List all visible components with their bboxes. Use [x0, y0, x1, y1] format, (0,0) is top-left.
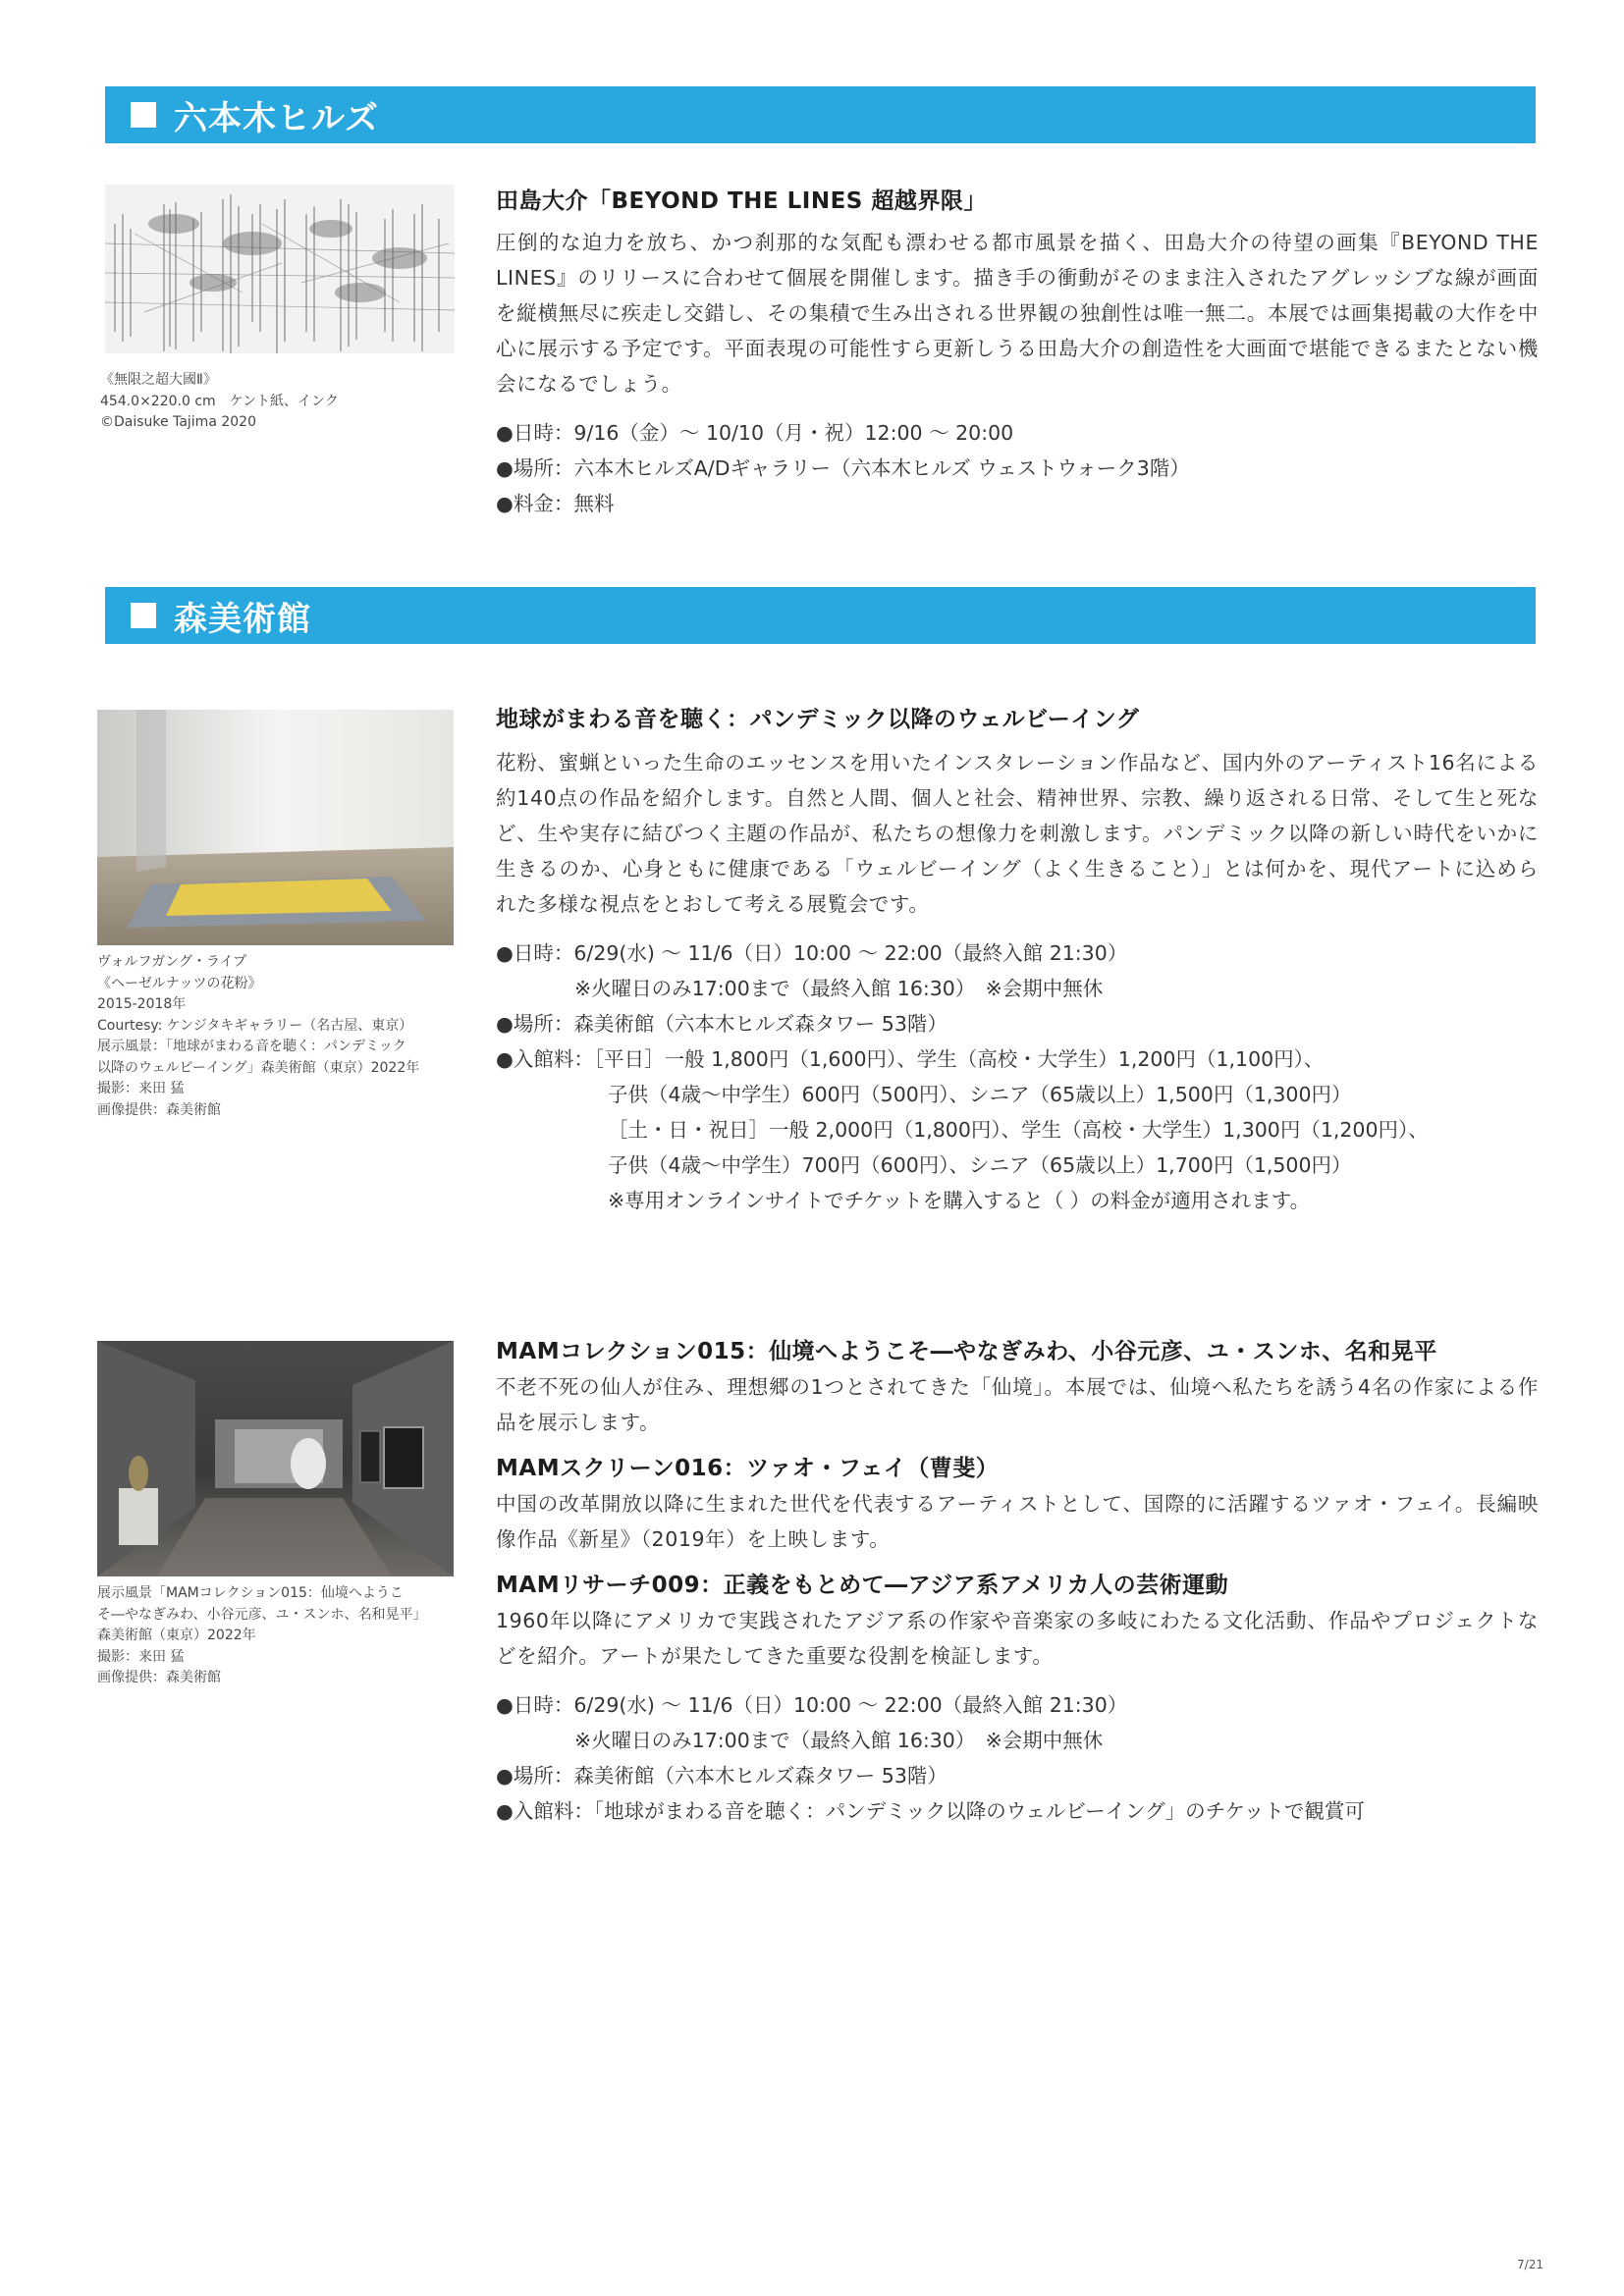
caption-line: 展示風景：「地球がまわる音を聴く：パンデミック: [97, 1039, 406, 1054]
info-date: ●日時：6/29(水) ～ 11/6（日）10:00 ～ 22:00（最終入館 21:30）: [496, 941, 1128, 965]
caption-line: 画像提供：森美術館: [97, 1670, 221, 1685]
exhibit-title: 地球がまわる音を聴く：パンデミック以降のウェルビーイング: [496, 707, 1140, 732]
artwork-caption: [100, 370, 339, 434]
section-title: 森美術館: [174, 599, 311, 639]
exhibit-description: 花粉、蜜蝋といった生命のエッセンスを用いたインスタレーション作品など、国内外のアーティスト16名による約140点の作品を紹介します。自然と人間、個人と社会、精神世界、宗教、繰り返される日常、そして生と死など、生や実存に結びつく主題の作品が、私たちの想像力を刺激します。パンデミック以降の新しい時代をいかに生きるのか、心身ともに健康である「ウェルビーイング（よく生きること）」とは何かを、現代アートに込められた多様な視点をとおして考える展覧会です。: [496, 751, 1539, 916]
square-bullet-icon: [131, 102, 156, 128]
exhibit-info: [496, 415, 1539, 521]
caption-line: 以降のウェルビーイング」森美術館（東京）2022年: [97, 1059, 420, 1076]
exhibit-title-collection: MAMコレクション015：仙境へようこそ―やなぎみわ、小谷元彦、ユ・スンホ、名和晃平: [496, 1339, 1437, 1364]
info-fee-line: ［土・日・祝日］一般 2,000円（1,800円）、学生（高校・大学生）1,300円（1,200円）、: [608, 1118, 1429, 1142]
section-header-roppongi: [105, 86, 1536, 143]
installation-photo-mam-collection: [97, 1341, 454, 1576]
caption-line: 画像提供：森美術館: [97, 1101, 221, 1118]
info-date-note: ※火曜日のみ17:00まで（最終入館 16:30） ※会期中無休: [574, 1729, 1104, 1752]
info-fee-note: ※専用オンラインサイトでチケットを購入すると（ ）の料金が適用されます。: [608, 1189, 1311, 1212]
caption-line: ©Daisuke Tajima 2020: [100, 414, 256, 430]
exhibit-description: 中国の改革開放以降に生まれた世代を代表するアーティストとして、国際的に活躍するツァオ・フェイ。長編映像作品《新星》（2019年）を上映します。: [496, 1492, 1539, 1551]
caption-line: 展示風景「MAMコレクション015：仙境へようこ: [97, 1585, 404, 1601]
exhibit-title-research: MAMリサーチ009：正義をもとめて―アジア系アメリカ人の芸術運動: [496, 1573, 1229, 1598]
caption-line: 《ヘーゼルナッツの花粉》: [97, 975, 262, 991]
roppongi-exhibit: [496, 183, 1539, 521]
mori-exhibit-mam: [496, 1333, 1539, 1829]
info-place: ●場所：森美術館（六本木ヒルズ森タワー 53階）: [496, 1012, 947, 1036]
page-number: 7/21: [1517, 2258, 1543, 2271]
exhibit-description: 圧倒的な迫力を放ち、かつ刹那的な気配も漂わせる都市風景を描く、田島大介の待望の画集『BEYOND THE LINES』のリリースに合わせて個展を開催します。描き手の衝動がそのまま注入されたアグレッシブな線が画面を縦横無尽に疾走し交錯し、その集積で生み出される世界観の独創性は唯一無二。本展では画集掲載の大作を中心に展示する予定です。平面表現の可能性すら更新しうる田島大介の創造性を大画面で堪能できるまたとない機会になるでしょう。: [496, 231, 1539, 396]
info-fee: ●入館料：「地球がまわる音を聴く：パンデミック以降のウェルビーイング」のチケットで観賞可: [496, 1799, 1365, 1823]
caption-line: 《無限之超大國Ⅱ》: [100, 372, 217, 388]
caption-line: そ―やなぎみわ、小谷元彦、ユ・スンホ、名和晃平」: [97, 1606, 427, 1623]
mori-exhibit-wellbeing: [496, 701, 1539, 1218]
info-place: ●場所：森美術館（六本木ヒルズ森タワー 53階）: [496, 1764, 947, 1788]
photo-caption: [97, 952, 419, 1121]
caption-line: Courtesy: ケンジタキギャラリー（名古屋、東京）: [97, 1017, 413, 1034]
exhibit-description: 不老不死の仙人が住み、理想郷の1つとされてきた「仙境」。本展では、仙境へ私たちを誘う4名の作家による作品を展示します。: [496, 1375, 1539, 1434]
exhibit-title: 田島大介「BEYOND THE LINES 超越界限」: [496, 188, 987, 214]
installation-photo-pollen: [97, 710, 454, 945]
artwork-drawing-image: [105, 185, 455, 353]
info-fee: ●入館料：［平日］一般 1,800円（1,600円）、学生（高校・大学生）1,200円（1,100円）、: [496, 1047, 1325, 1071]
exhibit-description: 1960年以降にアメリカで実践されたアジア系の作家や音楽家の多岐にわたる文化活動、作品やプロジェクトなどを紹介。アートが果たしてきた重要な役割を検証します。: [496, 1609, 1539, 1668]
exhibit-title-screen: MAMスクリーン016：ツァオ・フェイ（曹斐）: [496, 1456, 1000, 1481]
photo-caption: [97, 1583, 426, 1689]
caption-line: 454.0×220.0 cm ケント紙、インク: [100, 393, 339, 409]
caption-line: 森美術館（東京）2022年: [97, 1628, 256, 1643]
caption-line: 撮影：来田 猛: [97, 1081, 185, 1096]
square-bullet-icon: [131, 603, 156, 628]
section-title: 六本木ヒルズ: [174, 98, 379, 138]
exhibit-info: [496, 1687, 1539, 1829]
section-header-mori: [105, 587, 1536, 644]
caption-line: 撮影：来田 猛: [97, 1648, 185, 1665]
info-fee-line: 子供（4歳～中学生）700円（600円）、シニア（65歳以上）1,700円（1,500円）: [608, 1153, 1352, 1177]
info-date-note: ※火曜日のみ17:00まで（最終入館 16:30） ※会期中無休: [574, 977, 1104, 1000]
info-date: ●日時：9/16（金）～ 10/10（月・祝）12:00 ～ 20:00: [496, 421, 1014, 445]
caption-line: 2015-2018年: [97, 996, 187, 1012]
exhibit-info: [496, 935, 1539, 1218]
info-fee: ●料金：無料: [496, 492, 615, 515]
info-fee-line: 子供（4歳～中学生）600円（500円）、シニア（65歳以上）1,500円（1,300円）: [608, 1083, 1352, 1106]
info-place: ●場所：六本木ヒルズA/Dギャラリー（六本木ヒルズ ウェストウォーク3階）: [496, 456, 1190, 480]
info-date: ●日時：6/29(水) ～ 11/6（日）10:00 ～ 22:00（最終入館 21:30）: [496, 1693, 1128, 1717]
caption-line: ヴォルフガング・ライプ: [97, 954, 247, 970]
